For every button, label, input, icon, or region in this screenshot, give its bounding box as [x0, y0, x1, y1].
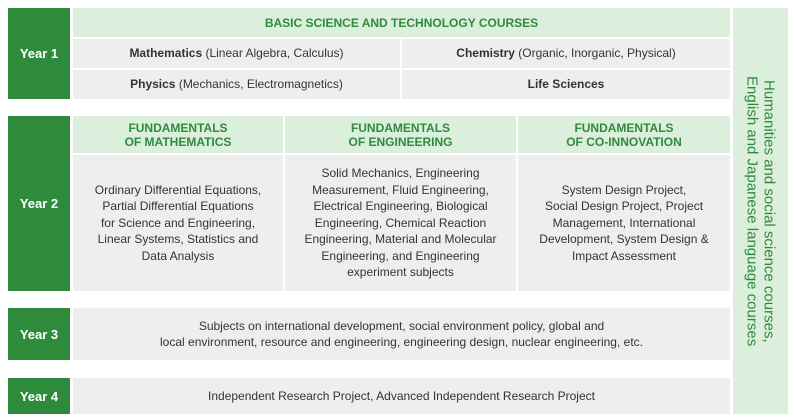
fundamentals-math-body: Ordinary Differential Equations, Partial Differential Equations for Science and Engineering, Linear Systems, Statistics and Data Analysis	[73, 155, 283, 291]
year-3-block	[73, 308, 730, 360]
basic-science-header: BASIC SCIENCE AND TECHNOLOGY COURSES	[73, 8, 730, 37]
year-3-subjects: Subjects on international development, social environment policy, global and local environment, resource and engineering, engineering design, nuclear engineering, etc.	[73, 308, 730, 360]
year-4-block	[73, 378, 730, 414]
course-mathematics-detail: (Linear Algebra, Calculus)	[202, 46, 344, 61]
course-chemistry-name: Chemistry	[456, 46, 515, 61]
fundamentals-engineering-header: FUNDAMENTALS OF ENGINEERING	[285, 116, 516, 153]
fundamentals-coinnovation-header: FUNDAMENTALS OF CO-INNOVATION	[518, 116, 730, 153]
year-1-label: Year 1	[8, 8, 70, 99]
humanities-language-text: Humanities and social science courses, English and Japanese language courses	[743, 75, 778, 347]
year-2-label: Year 2	[8, 116, 70, 291]
fundamentals-coinnovation-body: System Design Project, Social Design Project, Project Management, International Development, System Design & Impact Assessment	[518, 155, 730, 291]
course-mathematics	[73, 39, 400, 68]
year-3-label: Year 3	[8, 308, 70, 360]
course-chemistry-detail: (Organic, Inorganic, Physical)	[514, 46, 676, 61]
course-physics	[73, 70, 400, 99]
humanities-language-column	[733, 8, 788, 414]
fundamentals-math-header: FUNDAMENTALS OF MATHEMATICS	[73, 116, 283, 153]
course-life-sciences-name: Life Sciences	[527, 77, 605, 92]
course-mathematics-name: Mathematics	[129, 46, 203, 61]
fundamentals-engineering-body: Solid Mechanics, Engineering Measurement, Fluid Engineering, Electrical Engineering, Biological Engineering, Chemical Reaction Engineering, Material and Molecular Engineering, and Engineering experiment subjects	[285, 155, 516, 291]
year-2-block	[73, 116, 730, 291]
course-physics-name: Physics	[130, 77, 176, 92]
year-4-subjects: Independent Research Project, Advanced Independent Research Project	[73, 378, 730, 414]
year-1-block	[73, 8, 730, 99]
year-4-label: Year 4	[8, 378, 70, 414]
course-life-sciences	[402, 70, 730, 99]
course-chemistry	[402, 39, 730, 68]
course-physics-detail: (Mechanics, Electromagnetics)	[175, 77, 343, 92]
